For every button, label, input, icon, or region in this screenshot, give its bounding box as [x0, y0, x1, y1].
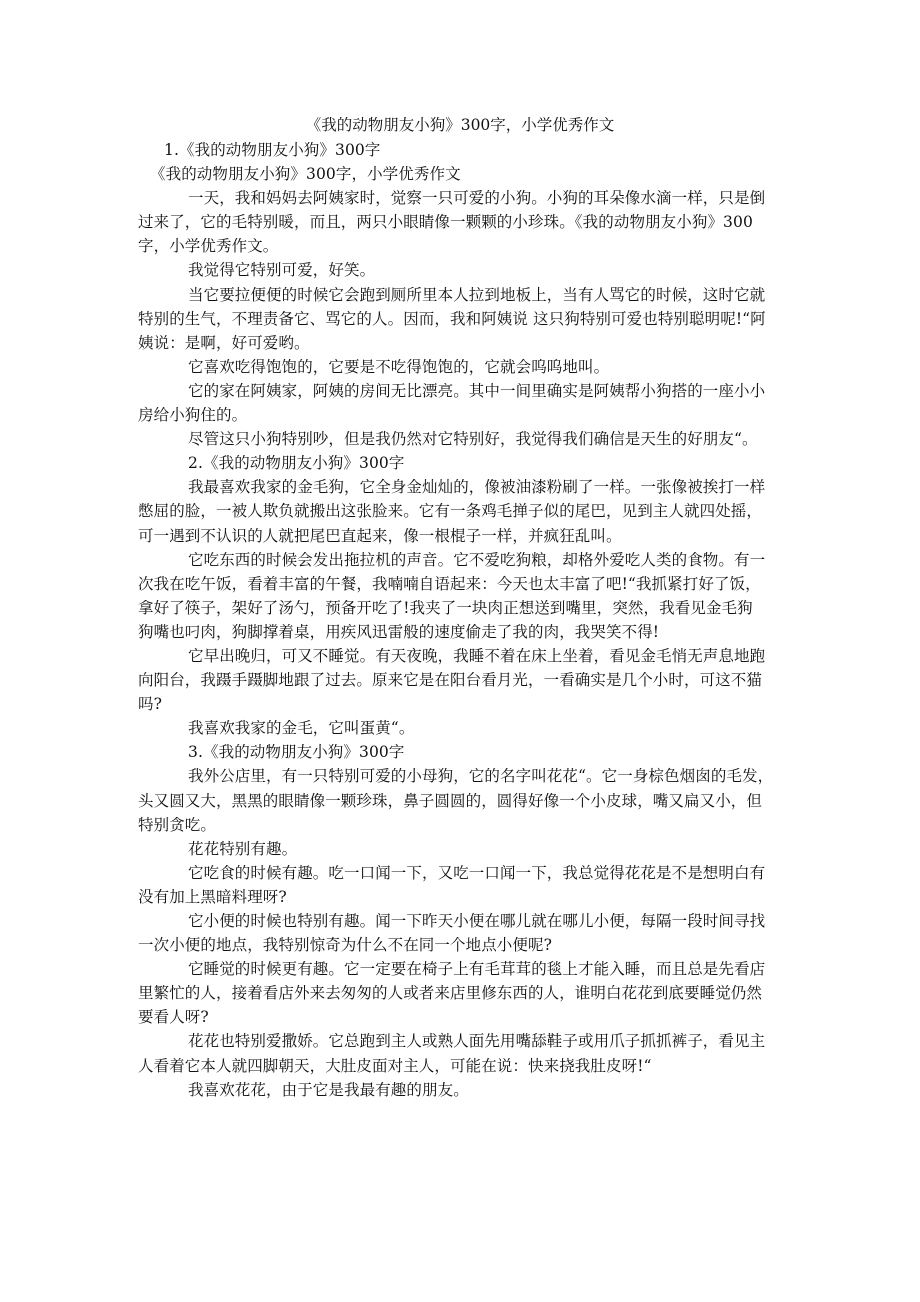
paragraph-line: 向阳台，我蹑手蹑脚地跟了过去。原来它是在阳台看月光，一看确实是几个小时，可这不猫: [138, 671, 763, 690]
paragraph-line: 一天，我和妈妈去阿姨家时，觉察一只可爱的小狗。小狗的耳朵像水滴一样，只是倒: [188, 189, 766, 208]
paragraph-line: 尽管这只小狗特别吵，但是我仍然对它特别好，我觉得我们确信是天生的好朋友“。: [188, 430, 758, 449]
paragraph-line: 过来了，它的毛特别暖，而且，两只小眼睛像一颗颗的小珍珠。《我的动物朋友小狗》300: [138, 213, 753, 232]
paragraph-line: 它的家在阿姨家，阿姨的房间无比漂亮。其中一间里确实是阿姨帮小狗搭的一座小小: [188, 381, 766, 400]
paragraph-line: 它吃东西的时候会发出拖拉机的声音。它不爱吃狗粮，却格外爱吃人类的食物。有一: [188, 550, 766, 569]
paragraph-line: 没有加上黑暗料理呀?: [138, 887, 287, 906]
paragraph-line: 姨说：是啊，好可爱哟。: [138, 333, 310, 352]
paragraph-line: 人看着它本人就四脚朝天，大肚皮面对主人，可能在说：快来挠我肚皮呀!“: [138, 1056, 652, 1075]
document-title: 《我的动物朋友小狗》300字，小学优秀作文: [305, 116, 615, 134]
paragraph-line: 我外公店里，有一只特别可爱的小母狗，它的名字叫花花“。它一身棕色烟囱的毛发，: [188, 767, 774, 786]
paragraph-line: 当它要拉便便的时候它会跑到厕所里本人拉到地板上，当有人骂它的时候，这时它就: [188, 285, 766, 304]
paragraph-line: 要看人呀?: [138, 1008, 209, 1027]
paragraph-line: 它喜欢吃得饱饱的，它要是不吃得饱饱的，它就会呜呜地叫。: [188, 357, 610, 376]
paragraph-line: 我觉得它特别可爱，好笑。: [188, 261, 376, 280]
paragraph-line: 房给小狗住的。: [138, 406, 248, 425]
paragraph-line: 它小便的时候也特别有趣。闻一下昨天小便在哪儿就在哪儿小便，每隔一段时间寻找: [188, 912, 766, 930]
document-body: [138, 138, 786, 1102]
section-heading-2: 2.《我的动物朋友小狗》300字: [188, 454, 405, 473]
paragraph-line: 特别贪吃。: [138, 815, 217, 834]
paragraph-line: 字，小学优秀作文。: [138, 237, 279, 256]
paragraph-line: 一次小便的地点，我特别惊奇为什么不在同一个地点小便呢?: [138, 936, 553, 955]
paragraph-line: 它睡觉的时候更有趣。它一定要在椅子上有毛茸茸的毯上才能入睡，而且总是先看店: [188, 960, 766, 979]
paragraph-line: 次我在吃午饭，看着丰富的午餐，我喃喃自语起来：今天也太丰富了吧!“我抓紧打好了饭，: [138, 574, 761, 593]
paragraph-line: 特别的生气，不理责备它、骂它的人。因而，我和阿姨说 这只狗特别可爱也特别聪明呢!“阿: [138, 309, 766, 328]
paragraph-line: 憋屈的脸，一被人欺负就搬出这张脸来。它有一条鸡毛掸子似的尾巴，见到主人就四处摇，: [138, 502, 763, 521]
paragraph-line: 它早出晚归，可又不睡觉。有天夜晚，我睡不着在床上坐着，看见金毛悄无声息地跑: [188, 646, 766, 665]
subtitle: 《我的动物朋友小狗》300字，小学优秀作文: [150, 165, 461, 184]
paragraph-line: 它吃食的时候有趣。吃一口闻一下，又吃一口闻一下，我总觉得花花是不是想明白有: [188, 863, 766, 882]
paragraph-line: 花花特别有趣。: [188, 839, 298, 858]
paragraph-line: 狗嘴也叼肉，狗脚撑着桌，用疾风迅雷般的速度偷走了我的肉，我哭笑不得!: [138, 622, 660, 641]
paragraph-line: 我最喜欢我家的金毛狗，它全身金灿灿的，像被油漆粉刷了一样。一张像被挨打一样: [188, 478, 766, 497]
paragraph-line: 吗?: [138, 695, 163, 714]
paragraph-line: 头又圆又大，黑黑的眼睛像一颗珍珠，鼻子圆圆的，圆得好像一个小皮球，嘴又扁又小，但: [138, 791, 763, 810]
paragraph-line: 花花也特别爱撒娇。它总跑到主人或熟人面先用嘴舔鞋子或用爪子抓抓裤子，看见主: [188, 1032, 766, 1051]
section-heading-3: 3.《我的动物朋友小狗》300字: [188, 743, 405, 762]
section-heading-1: 1.《我的动物朋友小狗》300字: [164, 141, 381, 159]
paragraph-line: 可一遇到不认识的人就把尾巴直起来，像一根棍子一样，并疯狂乱叫。: [138, 526, 622, 545]
paragraph-line: 里繁忙的人，接着看店外来去匆匆的人或者来店里修东西的人，谁明白花花到底要睡觉仍然: [138, 984, 763, 1003]
paragraph-line: 拿好了筷子，架好了汤勺，预备开吃了!我夹了一块肉正想送到嘴里，突然，我看见金毛狗: [138, 598, 753, 617]
paragraph-line: 我喜欢花花，由于它是我最有趣的朋友。: [188, 1080, 469, 1099]
paragraph-line: 我喜欢我家的金毛，它叫蛋黄“。: [188, 719, 415, 738]
